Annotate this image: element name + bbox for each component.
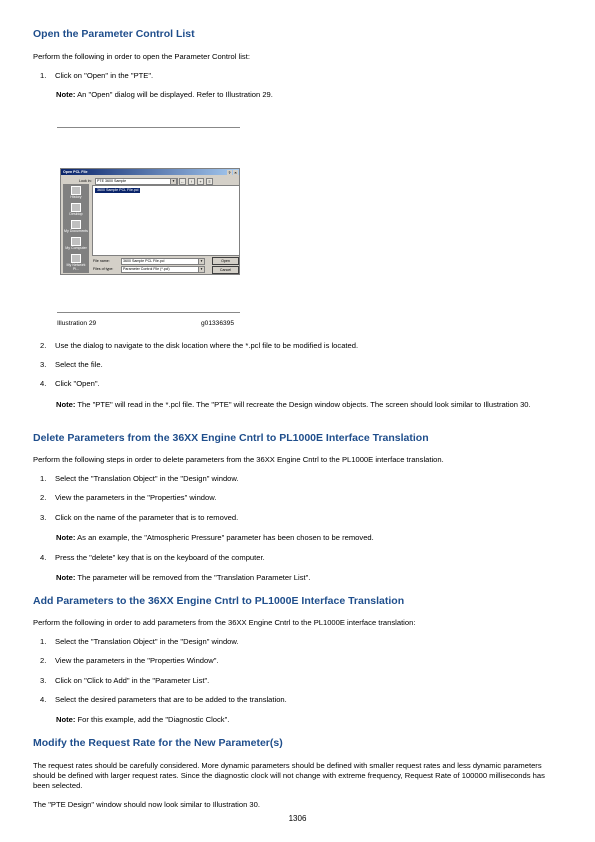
- illustration-top-rule: [57, 127, 240, 128]
- history-icon: [71, 186, 81, 195]
- open-step-3: 3. Select the file.: [40, 360, 103, 369]
- open-dialog-screenshot: [60, 168, 240, 275]
- close-icon: ×: [234, 169, 237, 175]
- file-type-select: Parameter Control File (*.pcl): [121, 266, 204, 273]
- delete-note-1: Note: As an example, the "Atmospheric Pressure" parameter has been chosen to be removed.: [56, 533, 374, 542]
- new-folder-icon: +: [197, 178, 204, 185]
- open-button: Open: [212, 257, 239, 265]
- file-list: [92, 185, 240, 256]
- paragraph-delete-intro: Perform the following steps in order to delete parameters from the 36XX Engine Cntrl to the PL1000E interface translation.: [33, 455, 444, 464]
- illustration-bottom-rule: [57, 312, 240, 313]
- heading-modify-request-rate: Modify the Request Rate for the New Parameter(s): [33, 737, 283, 749]
- view-menu-icon: ≡: [206, 178, 213, 185]
- illustration-caption: Illustration 29: [57, 320, 97, 327]
- desktop-icon: [71, 203, 81, 212]
- delete-step-2: 2. View the parameters in the "Properties" window.: [40, 493, 217, 502]
- delete-step-1: 1. Select the "Translation Object" in the "Design" window.: [40, 474, 239, 483]
- paragraph-modify-2: The "PTE Design" window should now look similar to Illustration 30.: [33, 800, 260, 809]
- illustration-code: g01336395: [201, 320, 235, 327]
- add-step-4: 4. Select the desired parameters that are to be added to the translation.: [40, 695, 287, 704]
- chevron-down-icon: ▾: [198, 266, 205, 273]
- heading-open-parameter-control-list: Open the Parameter Control List: [33, 28, 195, 40]
- file-type-label: Files of type:: [93, 267, 114, 271]
- add-step-3: 3. Click on "Click to Add" in the "Parameter List".: [40, 676, 210, 685]
- open-step-4: 4. Click "Open".: [40, 379, 100, 388]
- look-in-select: PTE 3600 Sample: [95, 178, 178, 185]
- chevron-down-icon: ▾: [170, 178, 177, 185]
- place-desktop: Desktop: [64, 202, 88, 216]
- place-network: My Network Pl...: [64, 253, 88, 267]
- delete-step-3: 3. Click on the name of the parameter that is to removed.: [40, 513, 239, 522]
- heading-add-parameters: Add Parameters to the 36XX Engine Cntrl to PL1000E Interface Translation: [33, 595, 405, 607]
- documents-icon: [71, 220, 81, 229]
- add-note-1: Note: For this example, add the "Diagnostic Clock".: [56, 715, 230, 724]
- file-name-input: 3600 Sample PCL File.pcl: [121, 258, 204, 265]
- cancel-button: Cancel: [212, 266, 239, 274]
- up-folder-icon: ↑: [188, 178, 195, 185]
- open-step-1: 1. Click on "Open" in the "PTE".: [40, 71, 154, 80]
- paragraph-add-intro: Perform the following in order to add parameters from the 36XX Engine Cntrl to the PL1000E interface translation:: [33, 618, 416, 627]
- paragraph-modify-1: The request rates should be carefully considered. More dynamic parameters should be defined with smaller request rates and less dynamic parameters should be defined with larger request rates. Since the diagnostic clock will not change with extreme frequency, Request Rate of 100000 milliseconds has been selected.: [33, 761, 545, 790]
- add-step-1: 1. Select the "Translation Object" in the "Design" window.: [40, 637, 239, 646]
- heading-delete-parameters: Delete Parameters from the 36XX Engine Cntrl to PL1000E Interface Translation: [33, 432, 429, 444]
- places-bar: [63, 184, 89, 273]
- place-my-computer: My Computer: [64, 236, 88, 250]
- computer-icon: [71, 237, 81, 246]
- page-number: 1306: [288, 814, 307, 823]
- place-my-documents: My Documents: [64, 219, 88, 233]
- open-note-2: Note: The "PTE" will read in the *.pcl file. The "PTE" will recreate the Design window objects. The screen should look similar to Illustration 30.: [56, 400, 531, 409]
- delete-note-2: Note: The parameter will be removed from the "Translation Parameter List".: [56, 573, 311, 582]
- open-note-1: Note: An "Open" dialog will be displayed. Refer to Illustration 29.: [56, 90, 273, 99]
- help-icon: ?: [228, 169, 231, 175]
- file-item-selected: 3600 Sample PCL File.pcl: [97, 188, 139, 192]
- chevron-down-icon: ▾: [198, 258, 205, 265]
- place-history: History: [64, 185, 88, 199]
- delete-step-4: 4. Press the "delete" key that is on the keyboard of the computer.: [40, 553, 265, 562]
- look-in-label: Look in:: [79, 179, 92, 183]
- paragraph-open-intro: Perform the following in order to open the Parameter Control list:: [33, 52, 250, 61]
- add-step-2: 2. View the parameters in the "Properties Window".: [40, 656, 219, 665]
- file-name-label: File name:: [93, 259, 110, 263]
- open-step-2: 2. Use the dialog to navigate to the disk location where the *.pcl file to be modified is located.: [40, 341, 359, 350]
- dialog-titlebar: Open PCL File ? ×: [61, 169, 239, 175]
- back-icon: ←: [180, 179, 185, 184]
- network-icon: [71, 254, 81, 263]
